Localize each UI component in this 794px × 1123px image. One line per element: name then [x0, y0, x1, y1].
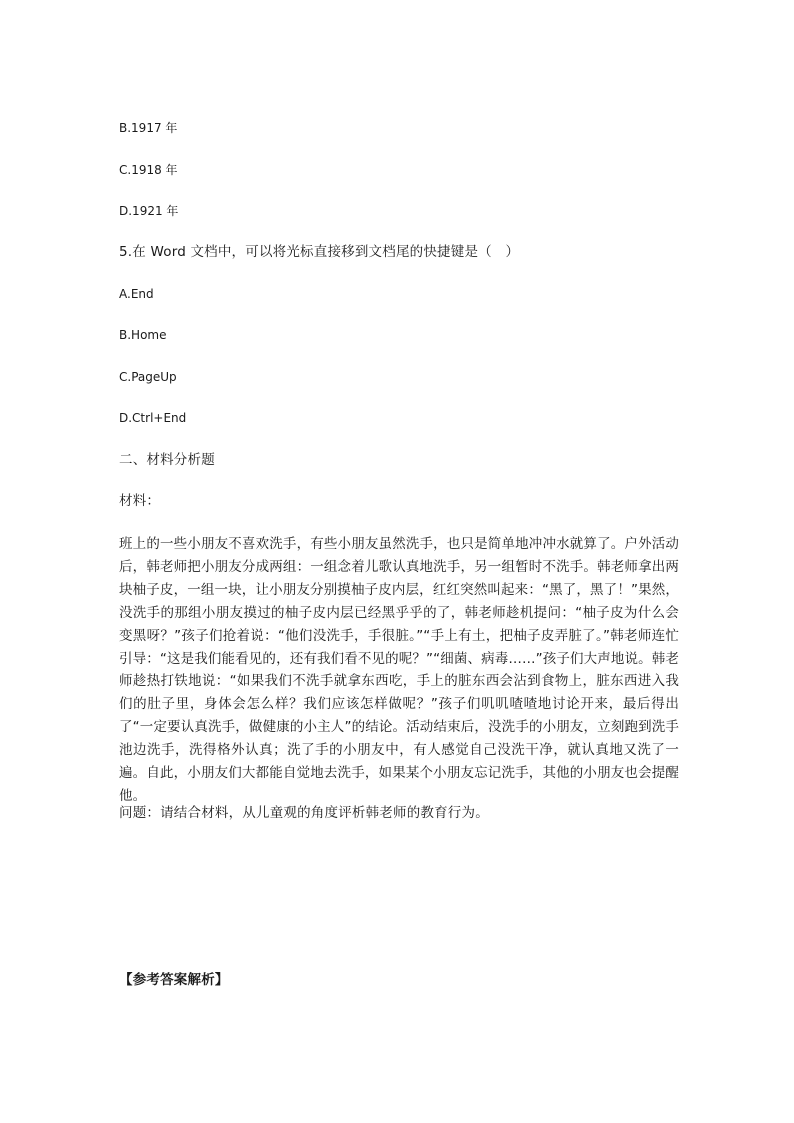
option-b-1917: B.1917 年: [119, 121, 178, 135]
analysis-question: 问题：请结合材料，从儿童观的角度评析韩老师的教育行为。: [119, 805, 489, 821]
option-c-1918: C.1918 年: [119, 163, 178, 177]
q5-option-b: B.Home: [119, 328, 167, 342]
q5-option-c: C.PageUp: [119, 370, 177, 384]
option-d-1921: D.1921 年: [119, 204, 179, 218]
material-label: 材料：: [119, 493, 161, 509]
question-5-stem: 5.在 Word 文档中，可以将光标直接移到文档尾的快捷键是（ ）: [119, 244, 520, 260]
material-paragraph: 班上的一些小朋友不喜欢洗手，有些小朋友虽然洗手，也只是简单地冲冲水就算了。户外活动后，韩老师把小朋友分成两组：一组念着儿歌认真地洗手，另一组暂时不洗手。韩老师拿出两块柚子皮，一组一块，让小朋友分别摸柚子皮内层，红红突然叫起来：“黑了，黑了！”果然，没洗手的那组小朋友摸过的柚子皮内层已经黑乎乎的了，韩老师趁机提问：“柚子皮为什么会变黑呀？”孩子们抢着说：“他们没洗手，手很脏。”“手上有土，把柚子皮弄脏了。”韩老师连忙引导：“这是我们能看见的，还有我们看不见的呢？”“细菌、病毒……”孩子们大声地说。韩老师趁热打铁地说：“如果我们不洗手就拿东西吃，手上的脏东西会沾到食物上，脏东西进入我们的肚子里，身体会怎么样？我们应该怎样做呢？”孩子们叽叽喳喳地讨论开来，最后得出了“一定要认真洗手，做健康的小主人”的结论。活动结束后，没洗手的小朋友，立刻跑到洗手池边洗手，洗得格外认真；洗了手的小朋友中，有人感觉自己没洗干净，就认真地又洗了一遍。自此，小朋友们大都能自觉地去洗手，如果某个小朋友忘记洗手，其他的小朋友也会提醒他。: [119, 536, 679, 804]
q5-option-d: D.Ctrl+End: [119, 411, 187, 425]
q5-option-a: A.End: [119, 287, 154, 301]
section-heading-material-analysis: 二、材料分析题: [119, 452, 215, 468]
reference-answer-heading: 【参考答案解析】: [119, 972, 229, 988]
